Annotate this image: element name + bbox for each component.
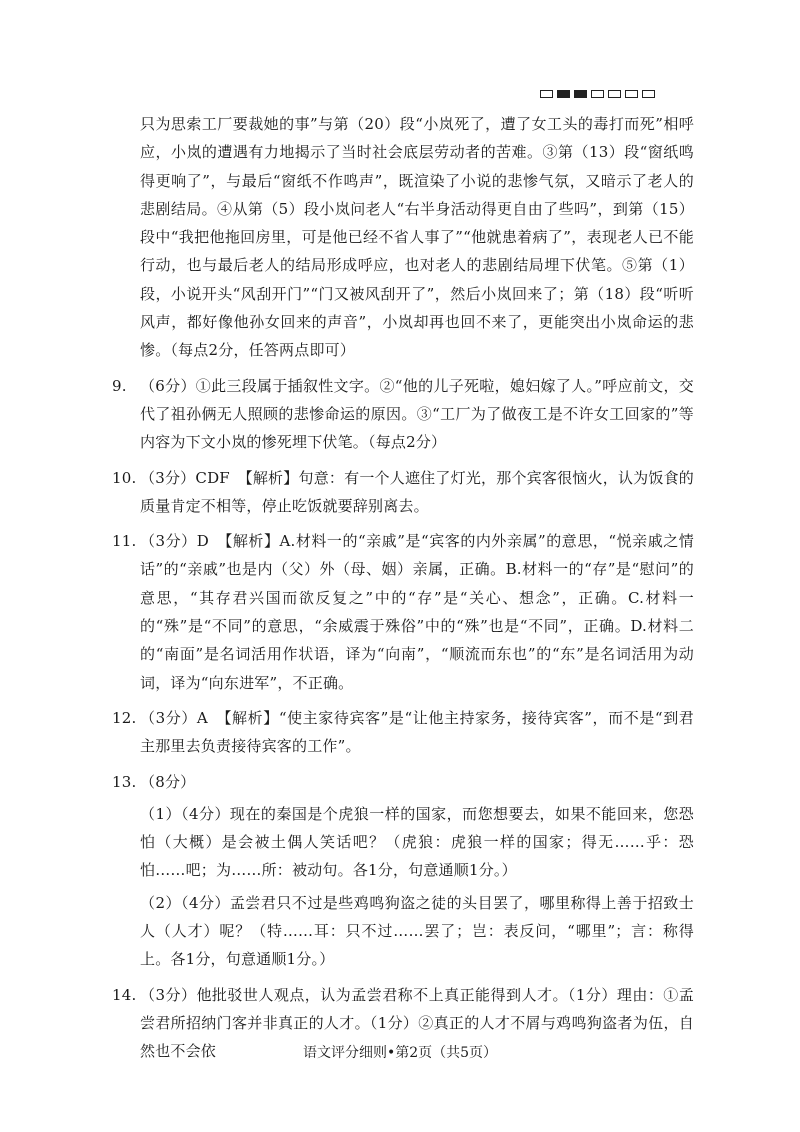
answer-item-10 bbox=[112, 464, 694, 521]
answer-8-continuation: 只为思索工厂要裁她的事”与第（20）段“小岚死了，遭了女工头的毒打而死”相呼应，小岚的遭遇有力地揭示了当时社会底层劳动者的苦难。③第（13）段“窗纸鸣得更响了”，与最后“窗纸不作鸣声”，既渲染了小说的悲惨气氛，又暗示了老人的悲剧结局。④从第（5）段小岚问老人“右半身活动得更自由了些吗”，到第（15）段中“我把他拖回房里，可是他已经不省人事了”“他就患着病了”，表现老人已不能行动，也与最后老人的结局形成呼应，也对老人的悲剧结局埋下伏笔。⑤第（1）段，小说开头“风刮开门”“门又被风刮开了”，然后小岚回来了；第（18）段“听听风声，都好像他孙女回来的声音”，小岚却再也回不来了，更能突出小岚命运的悲惨。（每点2分，任答两点即可） bbox=[140, 115, 694, 360]
item-number: 12. bbox=[112, 708, 137, 727]
item-text: （6分）①此三段属于插叙性文字。②“他的儿子死啦，媳妇嫁了人。”呼应前文，交代了祖孙俩无人照顾的悲惨命运的原因。③“工厂为了做夜工是不许女工回家的”等内容为下文小岚的惨死埋下伏笔。（每点2分） bbox=[140, 376, 694, 452]
answer-item-13-sub-2: （2）（4分）孟尝君只不过是些鸡鸣狗盗之徒的头目罢了，哪里称得上善于招致士人（人才）呢？（特……耳：只不过……罢了；岂：表反问，“哪里”；言：称得上。各1分，句意通顺1分。） bbox=[140, 893, 694, 969]
item-number: 13. bbox=[112, 772, 137, 791]
progress-mark-4 bbox=[591, 90, 604, 98]
answer-content bbox=[112, 110, 694, 1066]
progress-mark-2 bbox=[557, 90, 570, 98]
answer-item-9 bbox=[112, 372, 694, 457]
progress-mark-5 bbox=[608, 90, 621, 98]
item-text: （3分）CDF 【解析】句意：有一个人遮住了灯光，那个宾客很恼火，认为饭食的质量肯定不相等，停止吃饭就要辞别离去。 bbox=[140, 468, 694, 515]
answer-item-13-sub-1: （1）（4分）现在的秦国是个虎狼一样的国家，而您想要去，如果不能回来，您恐怕（大概）是会被土偶人笑话吧？（虎狼：虎狼一样的国家；得无……乎：恐怕……吧；为……所：被动句。各1分，句意通顺1分。） bbox=[140, 804, 694, 880]
progress-mark-6 bbox=[625, 90, 638, 98]
item-number: 10. bbox=[112, 468, 137, 487]
item-text: （8分） bbox=[140, 772, 196, 791]
page-footer: 语文评分细则•第2页（共5页） bbox=[302, 1045, 498, 1061]
item-number: 14. bbox=[112, 985, 137, 1004]
item-text: （3分）D 【解析】A.材料一的“亲戚”是“宾客的内外亲属”的意思，“悦亲戚之情话”的“亲戚”也是内（父）外（母、姻）亲属，正确。B.材料一的“存”是“慰问”的意思，“其存君兴国而欲反复之”中的“存”是“关心、想念”，正确。C.材料一的“殊”是“不同”的意思，“余威震于殊俗”中的“殊”也是“不同”，正确。D.材料二的“南面”是名词活用作状语，译为“向南”，“顺流而东也”的“东”是名词活用为动词，译为“向东进军”，不正确。 bbox=[140, 532, 694, 692]
answer-item-12 bbox=[112, 704, 694, 761]
item-number: 11. bbox=[112, 532, 137, 551]
progress-mark-1 bbox=[540, 90, 553, 98]
page-progress-marks bbox=[540, 90, 655, 98]
item-text: （3分）他批驳世人观点，认为孟尝君称不上真正能得到人才。（1分）理由：①孟尝君所招纳门客并非真正的人才。（1分）②真正的人才不屑与鸡鸣狗盗者为伍，自然也不会依 bbox=[140, 985, 694, 1061]
progress-mark-7 bbox=[642, 90, 655, 98]
progress-mark-3 bbox=[574, 90, 587, 98]
item-number: 9. bbox=[112, 376, 127, 395]
answer-item-11 bbox=[112, 527, 694, 697]
answer-item-13 bbox=[112, 768, 694, 796]
item-text: （3分）A 【解析】“使主家待宾客”是“让他主持家务，接待宾客”，而不是“到君主那里去负责接待宾客的工作”。 bbox=[140, 708, 694, 756]
